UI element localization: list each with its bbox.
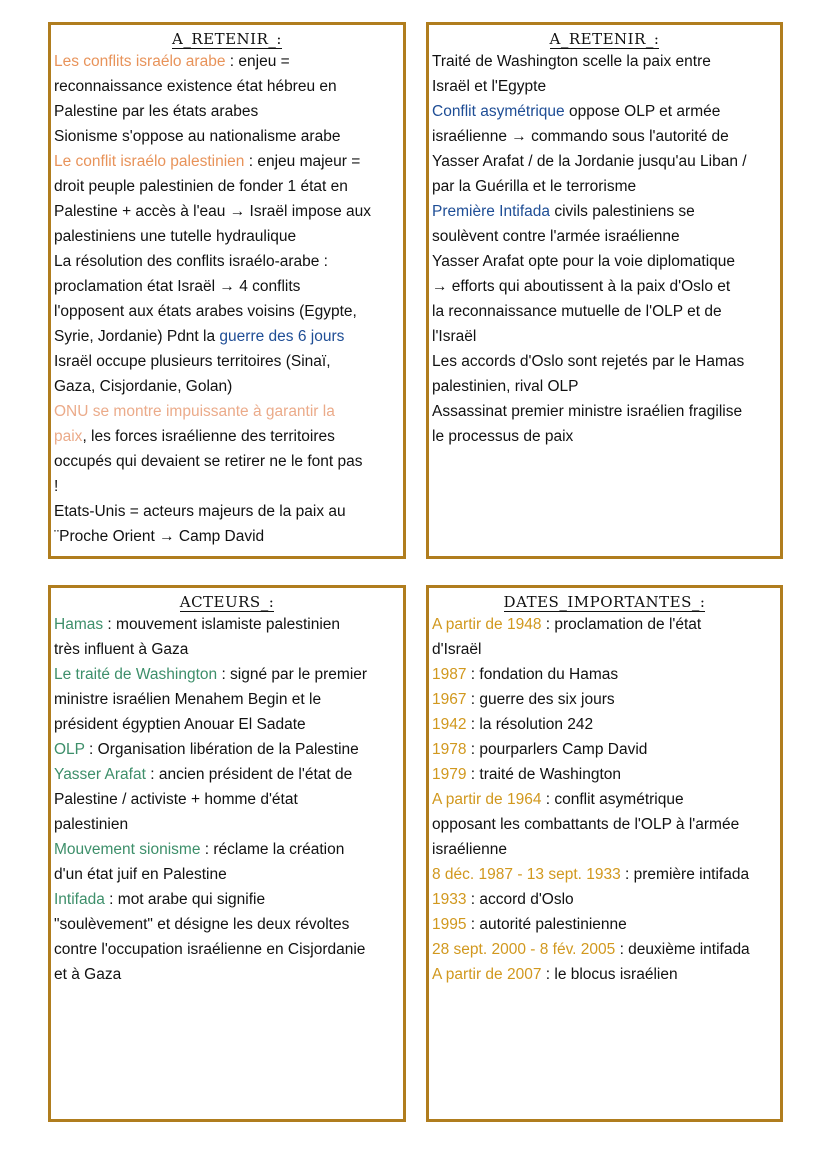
card-line (432, 274, 777, 299)
card-line (432, 962, 777, 987)
card-line (432, 662, 777, 687)
highlight-term: 1942 (432, 716, 467, 733)
highlight-term: Intifada (54, 891, 105, 908)
card-line (432, 299, 777, 324)
card-line (54, 912, 400, 937)
card-line (54, 499, 400, 524)
line-text: : la résolution 242 (466, 716, 594, 733)
line-text: , les forces israélienne des territoires (82, 428, 335, 445)
line-text: : enjeu majeur = (244, 153, 361, 170)
card-line (432, 687, 777, 712)
line-text: : pourparlers Camp David (466, 741, 648, 758)
card-line (432, 324, 777, 349)
line-text: Etats-Unis = acteurs majeurs de la paix au (54, 503, 346, 520)
line-text: palestinien (54, 816, 129, 833)
highlight-term: 1979 (432, 766, 467, 783)
card-line (432, 737, 777, 762)
highlight-term: Hamas (54, 616, 104, 633)
line-text: : première intifada (620, 866, 750, 883)
line-text: soulèvent contre l'armée israélienne (432, 228, 680, 245)
card-line (432, 762, 777, 787)
highlight-term: A partir de 1964 (432, 791, 542, 808)
card-line (432, 224, 777, 249)
line-text: : deuxième intifada (615, 941, 750, 958)
line-text: : signé par le premier (217, 666, 368, 683)
line-text: Palestine / activiste + homme d'état (54, 791, 298, 808)
line-text: et à Gaza (54, 966, 122, 983)
line-text: israélienne → commando sous l'autorité de (432, 128, 729, 145)
line-text: Israël et l'Egypte (432, 78, 547, 95)
card-title: DATES_IMPORTANTES_: (503, 593, 706, 611)
line-text: Palestine + accès à l'eau → Israël impose aux (54, 203, 372, 220)
card-line (54, 374, 400, 399)
line-text: : mouvement islamiste palestinien (103, 616, 341, 633)
card-line (432, 712, 777, 737)
line-text: d'un état juif en Palestine (54, 866, 227, 883)
highlight-term: OLP (54, 741, 85, 758)
card-line (54, 662, 400, 687)
line-text: : mot arabe qui signifie (104, 891, 266, 908)
card-a-retenir-1 (48, 22, 406, 559)
card-title: A_RETENIR_: (172, 30, 282, 48)
line-text: : enjeu = (225, 53, 290, 70)
card-a-retenir-2 (426, 22, 783, 559)
card-dates-importantes (426, 585, 783, 1122)
line-text: occupés qui devaient se retirer ne le font pas (54, 453, 363, 470)
card-line (432, 887, 777, 912)
highlight-term: ONU se montre impuissante à garantir la (54, 403, 335, 420)
card-line (54, 299, 400, 324)
card-line (54, 424, 400, 449)
card-line (432, 99, 777, 124)
card-line (54, 274, 400, 299)
line-text: israélienne (432, 841, 507, 858)
highlight-term: 1933 (432, 891, 467, 908)
line-text: Yasser Arafat opte pour la voie diplomatique (432, 253, 736, 270)
card-line (54, 962, 400, 987)
card-line (432, 612, 777, 637)
card-line (432, 49, 777, 74)
card-line (54, 99, 400, 124)
line-text: Assassinat premier ministre israélien fragilise (432, 403, 743, 420)
card-line (432, 862, 777, 887)
line-text: → efforts qui aboutissent à la paix d'Oslo et (432, 278, 731, 295)
card-line (54, 762, 400, 787)
card-line (432, 637, 777, 662)
card-line (54, 199, 400, 224)
card-line (432, 149, 777, 174)
card-body (432, 612, 777, 987)
card-line (54, 149, 400, 174)
card-line (54, 837, 400, 862)
line-text: : le blocus israélien (541, 966, 678, 983)
highlight-term: Le conflit israélo palestinien (54, 153, 245, 170)
card-line (54, 687, 400, 712)
card-line (54, 174, 400, 199)
card-line (432, 249, 777, 274)
line-text: : réclame la création (200, 841, 345, 858)
highlight-term: A partir de 1948 (432, 616, 542, 633)
card-line (432, 74, 777, 99)
highlight-term: 1978 (432, 741, 467, 758)
card-line (432, 912, 777, 937)
card-line (54, 449, 400, 474)
line-text: : guerre des six jours (466, 691, 615, 708)
line-text: ministre israélien Menahem Begin et le (54, 691, 322, 708)
card-line (54, 812, 400, 837)
line-text: oppose OLP et armée (564, 103, 721, 120)
card-line (432, 349, 777, 374)
line-text: Syrie, Jordanie) Pdnt la (54, 328, 220, 345)
card-line (54, 737, 400, 762)
line-text: droit peuple palestinien de fonder 1 état en (54, 178, 348, 195)
line-text: : conflit asymétrique (541, 791, 684, 808)
card-line (432, 424, 777, 449)
card-line (54, 74, 400, 99)
line-text: civils palestiniens se (550, 203, 695, 220)
line-text: palestinien, rival OLP (432, 378, 579, 395)
line-text: ¨Proche Orient → Camp David (54, 528, 265, 545)
line-text: : autorité palestinienne (466, 916, 627, 933)
card-title: A_RETENIR_: (549, 30, 660, 48)
highlight-term: Le traité de Washington (54, 666, 218, 683)
line-text: Palestine par les états arabes (54, 103, 259, 120)
card-line (54, 399, 400, 424)
card-line (432, 837, 777, 862)
highlight-term: paix (54, 428, 83, 445)
line-text: opposant les combattants de l'OLP à l'armée (432, 816, 740, 833)
highlight-term: Yasser Arafat (54, 766, 146, 783)
line-text: Gaza, Cisjordanie, Golan) (54, 378, 233, 395)
card-line (54, 324, 400, 349)
line-text: Traité de Washington scelle la paix entre (432, 53, 711, 70)
line-text: la reconnaissance mutuelle de l'OLP et de (432, 303, 722, 320)
highlight-term: Conflit asymétrique (432, 103, 565, 120)
card-line (54, 862, 400, 887)
line-text: ! (54, 478, 59, 495)
line-text: Israël occupe plusieurs territoires (Sinaï, (54, 353, 331, 370)
line-text: le processus de paix (432, 428, 574, 445)
line-text: La résolution des conflits israélo-arabe : (54, 253, 328, 270)
card-line (432, 812, 777, 837)
line-text: proclamation état Israël → 4 conflits (54, 278, 301, 295)
line-text: Yasser Arafat / de la Jordanie jusqu'au Liban / (432, 153, 747, 170)
line-text: d'Israël (432, 641, 482, 658)
card-body (54, 612, 400, 987)
card-line (54, 224, 400, 249)
line-text: l'Israël (432, 328, 477, 345)
highlight-term: 1995 (432, 916, 467, 933)
card-line (54, 49, 400, 74)
highlight-term: 28 sept. 2000 - 8 fév. 2005 (432, 941, 616, 958)
card-line (54, 474, 400, 499)
highlight-term: Première Intifada (432, 203, 551, 220)
highlight-term: A partir de 2007 (432, 966, 542, 983)
card-line (54, 124, 400, 149)
line-text: Sionisme s'oppose au nationalisme arabe (54, 128, 341, 145)
line-text: palestiniens une tutelle hydraulique (54, 228, 297, 245)
card-body (54, 49, 400, 549)
line-text: : fondation du Hamas (466, 666, 619, 683)
card-line (432, 399, 777, 424)
line-text: par la Guérilla et le terrorisme (432, 178, 637, 195)
line-text: : accord d'Oslo (466, 891, 574, 908)
card-line (54, 887, 400, 912)
line-text: très influent à Gaza (54, 641, 189, 658)
card-line (432, 124, 777, 149)
line-text: contre l'occupation israélienne en Cisjordanie (54, 941, 366, 958)
highlight-term: 8 déc. 1987 - 13 sept. 1933 (432, 866, 621, 883)
card-acteurs (48, 585, 406, 1122)
card-line (54, 524, 400, 549)
highlight-term: Les conflits israélo arabe (54, 53, 226, 70)
card-line (54, 937, 400, 962)
line-text: reconnaissance existence état hébreu en (54, 78, 337, 95)
card-line (432, 937, 777, 962)
card-line (54, 349, 400, 374)
line-text: : traité de Washington (466, 766, 621, 783)
highlight-term: 1967 (432, 691, 467, 708)
card-line (54, 249, 400, 274)
card-body (432, 49, 777, 449)
card-line (432, 787, 777, 812)
line-text: l'opposent aux états arabes voisins (Egypte, (54, 303, 357, 320)
highlight-term: 1987 (432, 666, 467, 683)
card-line (54, 612, 400, 637)
line-text: président égyptien Anouar El Sadate (54, 716, 306, 733)
line-text: : Organisation libération de la Palestine (84, 741, 359, 758)
card-title: ACTEURS_: (179, 593, 275, 611)
card-line (54, 787, 400, 812)
card-line (432, 199, 777, 224)
card-line (54, 712, 400, 737)
line-text: : ancien président de l'état de (145, 766, 353, 783)
line-text: Les accords d'Oslo sont rejetés par le Hamas (432, 353, 745, 370)
line-text: "soulèvement" et désigne les deux révoltes (54, 916, 350, 933)
highlight-term: Mouvement sionisme (54, 841, 201, 858)
line-text: : proclamation de l'état (541, 616, 702, 633)
card-line (54, 637, 400, 662)
highlight-term: guerre des 6 jours (219, 328, 345, 345)
card-line (432, 374, 777, 399)
card-line (432, 174, 777, 199)
